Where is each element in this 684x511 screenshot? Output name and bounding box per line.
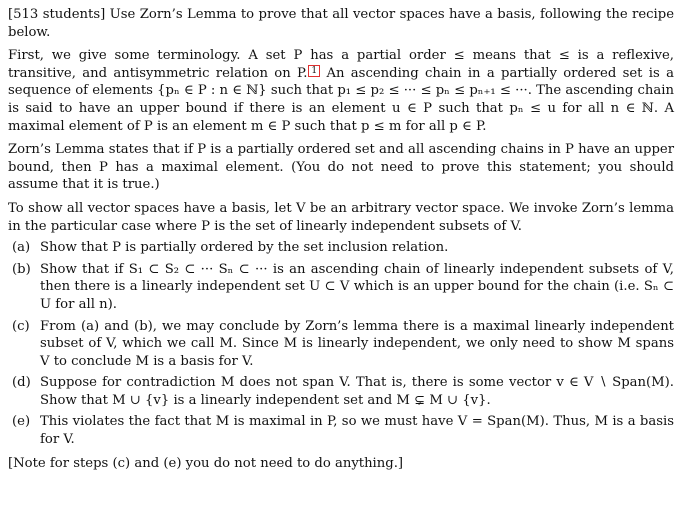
terminology-paragraph — [8, 47, 674, 135]
intro-paragraph: To show all vector spaces have a basis, let V be an arbitrary vector space. We invoke Zorn’s lemma in the particular case where P is the set of linearly independent subsets of V. — [8, 200, 674, 234]
step-label: (b) — [12, 261, 31, 277]
terminology-text: First, we give some terminology. A set P has a partial order ≤ means that ≤ is a reflexive, transitive, and antisymmetric relation on P. — [8, 48, 674, 81]
step-item — [8, 374, 674, 409]
step-item — [8, 413, 674, 448]
step-label: (d) — [12, 375, 31, 391]
step-item — [8, 239, 674, 257]
step-label: (e) — [12, 414, 31, 430]
step-item — [8, 261, 674, 314]
chain-definition-text: An ascending chain in a partially ordered set is a sequence of elements {pₙ ∈ P : n ∈ ℕ} such that p₁ ≤ p₂ ≤ ··· ≤ pₙ ≤ pₙ₊₁ ≤ ···. The ascending chain is said to have an upper bound if there is an element u ∈ P such that pₙ ≤ u for all n ∈ ℕ. A maximal element of P is an element m ∈ P such that p ≤ m for all p ∈ P. — [8, 65, 674, 134]
step-text: Show that P is partially ordered by the set inclusion relation. — [40, 240, 449, 256]
zorn-lemma-paragraph: Zorn’s Lemma states that if P is a partially ordered set and all ascending chains in P have an upper bound, then P has a maximal element. (You do not need to prove this statement; you should assume that it is true.) — [8, 142, 674, 193]
step-text: Suppose for contradiction M does not span V. That is, there is some vector v ∈ V ∖ Span(M). Show that M ∪ {v} is a linearly independent set and M ⊊ M ∪ {v}. — [40, 375, 674, 408]
closing-note: [Note for steps (c) and (e) you do not need to do anything.] — [8, 455, 404, 471]
step-item — [8, 318, 674, 371]
steps-list — [8, 239, 674, 449]
step-text: This violates the fact that M is maximal in P, so we must have V = Span(M). Thus, M is a basis for V. — [40, 414, 674, 448]
step-label: (a) — [12, 240, 31, 256]
step-text: From (a) and (b), we may conclude by Zorn’s lemma there is a maximal linearly independent subset of V, which we call M. Since M is linearly independent, we only need to show M spans V to conclude M is a basis for V. — [40, 318, 674, 369]
footnote-link[interactable]: 1 — [308, 65, 320, 77]
step-label: (c) — [12, 318, 30, 334]
step-text: Show that if S₁ ⊂ S₂ ⊂ ··· Sₙ ⊂ ··· is an ascending chain of linearly independent subsets of V, then there is a linearly independent set U ⊂ V which is an upper bound for the chain (i.e. Sₙ ⊂ U for all n). — [40, 261, 674, 312]
problem-header: [513 students] Use Zorn’s Lemma to prove that all vector spaces have a basis, following the recipe below. — [8, 7, 674, 40]
